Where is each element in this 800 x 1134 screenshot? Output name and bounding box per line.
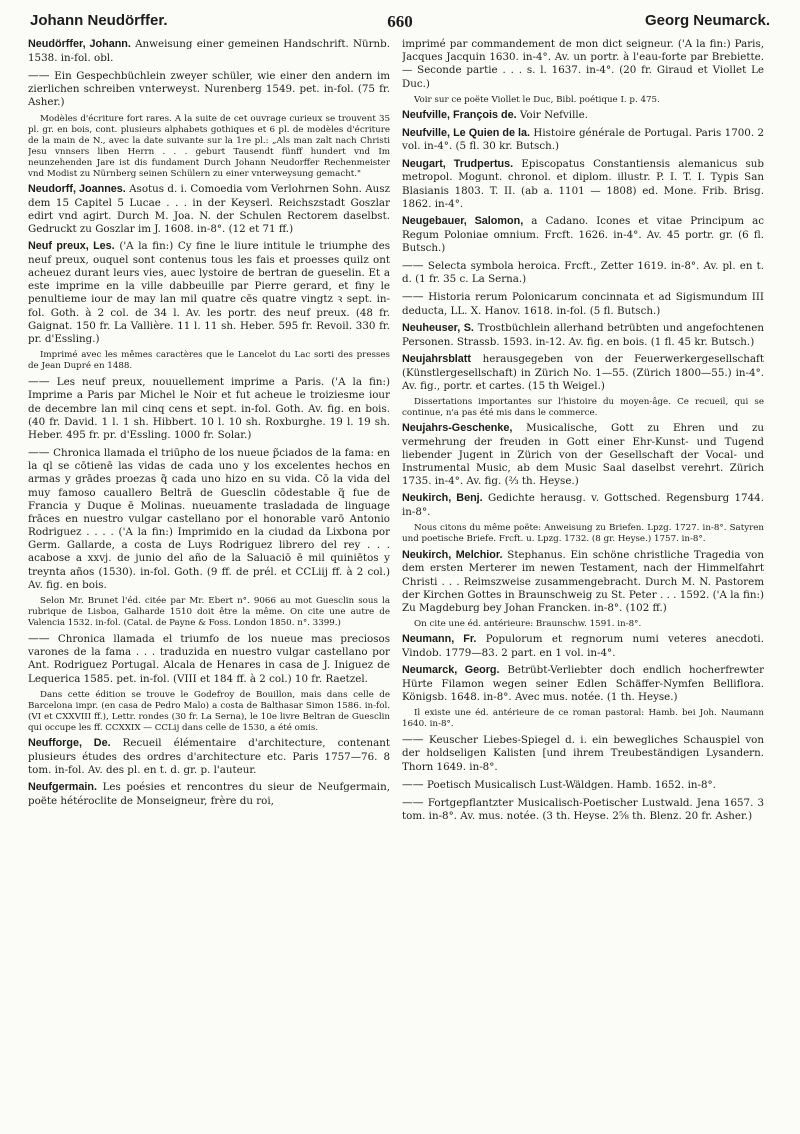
catalog-entry (402, 215, 764, 255)
entry-note: Voir sur ce poëte Viollet le Duc, Bibl. poétique I. p. 475. (414, 94, 660, 105)
entry-text: Musicalische, Gott zu Ehren und zu vermehrung der freuden in Gott einer Ehr-Kunst- und Tugend liebender Jugent in Zürich von der Gesellschaft der Vocal- und Instrumental Music, ab dem Music Saal daselbst verehrt. Zürich 1735. in-4°. Av. fig. (⅔ th. Heyse.) (402, 421, 764, 488)
entry-headword: Neugart, Trudpertus. (402, 157, 514, 170)
entry-note: Selon Mr. Brunet l'éd. citée par Mr. Ebert n°. 9066 au mot Guesclin sous la rubrique de Lisboa, Galharde 1510 doit être la même. On cite une autre de Valencia 1532. in-fol. (Catal. de Payne & Foss. London 1850. n°. 3399.) (28, 595, 390, 629)
entry-text: Anweisung einer gemeinen Handschrift. Nürnb. 1538. in-fol. obl. (28, 38, 390, 64)
entry-text: Asotus d. i. Comoedia vom Verlohrnen Sohn. Ausz dem 15 Capitel 5 Lucae . . . in der Keyserl. Reichszstadt Goszlar edirt vnd agirt. Durch M. Joa. N. der Schulen Rectorem daselbst. Gedruckt zu Goszlar im J. 1608. in-8°. (12 et 71 ff.) (28, 182, 390, 235)
entry-headword: Neujahrsblatt (402, 352, 471, 365)
catalog-entry (28, 183, 390, 236)
entry-text: Selecta symbola heroica. Frcft., Zetter 1619. in-8°. Av. pl. en t. d. (1 fr. 35 c. La Serna.) (402, 260, 764, 286)
entry-headword: —— (402, 290, 429, 304)
running-head-right: Georg Neumarck. (644, 12, 770, 29)
entry-text: herausgegeben von der Feuerwerkergesellschaft (Künstlergesellschaft) in Zürich No. 1—55. (Zürich 1800—55.) in-4°. Av. fig., portr. et cartes. (15 th Weigel.) (402, 352, 764, 392)
catalog-entry (402, 733, 764, 774)
entry-text: Les neuf preux, nouuellement imprime a Paris. ('A la fin:) Imprime a Paris par Michel le Noir et fut acheue le troiziesme iour de decembre lan mil cinq cens et sept. in-fol. Goth. Av. fig. en bois. (40 fr. David. 1 l. 1 sh. Hibbert. 10 l. 10 sh. Roxburghe. 19 l. 19 sh. Heber. 495 fr. pr. d'Essling. 1000 fr. Solar.) (28, 376, 390, 441)
entry-text: Poetisch Musicalisch Lust-Wäldgen. Hamb. 1652. in-8°. (427, 778, 716, 791)
entry-headword: —— (28, 632, 58, 646)
entry-headword: Neufville, François de. (402, 108, 517, 121)
entry-text: Stephanus. Ein schöne christliche Tragedia von dem ersten Merterer im newen Testament, nach der Himmelfahrt Christi . . . Reimszweise zusammengebracht. Durch M. N. Pastorem der Kirchen Gottes in Braunschweig zu St. Peter . . . 1592. ('A la fin:) Zu Magdeburg bey Johan Francken. in-8°. (102 ff.) (402, 548, 764, 614)
entry-headword: Neugebauer, Salomon, (402, 214, 524, 227)
entry-note: Dans cette édition se trouve le Godefroy de Bouillon, mais dans celle de Barcelona impr. (en casa de Pedro Malo) a costa de Balthasar Simon 1586. in-fol. (VI et CXXVIII ff.), Lettr. rondes (30 fr. La Serna), le 10e livre Beltran de Guesclin qui occupe les ff. CCXXIX — CCLij dans celle de 1530, a été omis. (28, 689, 390, 733)
entry-headword: Neufgermain. (28, 781, 97, 794)
entry-text: Ein Gespechbüchlein zweyer schüler, wie einer den andern im zierlichen schreiben vnterweyst. Nurenberg 1549. pet. in-fol. (75 fr. Asher.) (28, 69, 390, 109)
catalog-entry (28, 240, 390, 346)
entry-headword: Neukirch, Benj. (402, 492, 483, 505)
entry-note: Imprimé avec les mêmes caractères que le Lancelot du Lac sorti des presses de Jean Dupré en 1488. (28, 350, 390, 372)
entry-headword: —— (28, 375, 57, 389)
entry-headword: Neufville, Le Quien de la. (402, 126, 531, 139)
entry-text: Trostbüchlein allerhand betrübten und angefochtenen Personen. Strassb. 1593. in-12. Av. fig. en bois. (1 fl. 45 kr. Butsch.) (402, 321, 764, 348)
entry-text: Episcopatus Constantiensis alemanicus sub metropol. Mogunt. chronol. et diplom. illustr. P. I. T. I. Typis San Blasianis 1803. T. II. (ab a. 1101 — 1808) ed. Mone. Frib. Brisg. 1862. in-4°. (402, 157, 764, 210)
entry-text: Chronica llamada el triūpho de los nueue p̃ciados de la fama: en la ql se cōtienē las vidas de cada uno y los excelentes hechos en armas y grādes proezas q̃ cada uno hizo en su vida. Cō la vida del muy famoso cauallero Beltrā de Guesclin cōdestable q̃ fue de Francia y Duque ē Molinas. nueuamente trasladada de linguage frāces en nuestro vulgar castellano por el honorable varō Antonio Rodriguez . . . . ('A la fin:) Imprimido en la ciudad da Lixbona por Germ. Gallarde, a costa de Luys Rodriguez librero del rey . . . acabose a xxvj. de junio del año de la Saluaciō ē mil quiniētos y treynta años (1530). in-fol. Goth. (9 ff. de prél. et CCLiij ff. à 2 col.) Av. fig. en bois. (28, 447, 390, 591)
entry-headword: Neukirch, Melchior. (402, 548, 503, 561)
entry-headword: Neudorff, Joannes. (28, 182, 126, 195)
entry-headword: Neufforge, De. (28, 736, 111, 749)
catalog-entry (402, 778, 764, 792)
entry-headword: Neudörffer, Johann. (28, 38, 131, 50)
entry-headword: Neujahrs-Geschenke, (402, 421, 513, 434)
entry-headword: —— (28, 68, 55, 82)
entry-headword: —— (402, 733, 430, 747)
entry-text: Historia rerum Polonicarum concinnata et ad Sigismundum III deducta, LL. X. Hanov. 1618. in-fol. (5 fl. Butsch.) (402, 291, 764, 317)
entry-note: Il existe une éd. antérieure de ce roman pastoral: Hamb. bei Joh. Naumann 1640. in-8°. (402, 708, 764, 730)
entry-headword: —— (402, 777, 428, 791)
entry-text: Fortgepflantzter Musicalisch-Poetischer Lustwald. Jena 1657. 3 tom. in-8°. Av. mus. notée. (3 th. Heyse. 2⅝ th. Blenz. 20 fr. Asher.) (402, 796, 764, 823)
catalog-entry (28, 69, 390, 110)
catalog-entry (402, 158, 764, 211)
entry-headword: —— (28, 446, 54, 460)
catalog-entry (402, 38, 764, 91)
entry-note: Modèles d'écriture fort rares. A la suite de cet ouvrage curieux se trouvent 35 pl. gr. en bois, cont. plusieurs alphabets gothiques et 6 pl. de modèles d'écriture de la main de N., avec la date suivante sur la 1re pl.: „Als man zalt nach Christi Jesu vnnsers liben Herrn . . . geburt Tausendt fünff hundert vnd Im neunzehenden Jare ist dis fundament Durch Johann Neudorffer Rechenmeister vnd Modist zu Nürnberg seinen Schülern zu einer vnterweysung gemacht." (28, 113, 390, 179)
running-head-left: Johann Neudörffer. (30, 12, 168, 29)
entry-headword: Neumann, Fr. (402, 633, 477, 646)
catalog-entry (28, 632, 390, 686)
entry-text: Les poésies et rencontres du sieur de Neufgermain, poëte hétéroclite de Monseigneur, frère du roi, (28, 781, 390, 807)
entry-headword: —— (402, 795, 428, 809)
catalog-entry (28, 737, 390, 777)
entry-text: Histoire générale de Portugal. Paris 1700. 2 vol. in-4°. (5 fl. 30 kr. Butsch.) (402, 126, 764, 153)
entry-text: Keuscher Liebes-Spiegel d. i. ein bewegliches Schauspiel von der holdseligen Kalisten [und ihrem Treubeständigen Lysandern. Thorn 1649. in-8°. (402, 734, 764, 773)
entry-text: ('A la fin:) Cy fine le liure intitule le triumphe des neuf preux, ouquel sont contenus tous les fais et proesses quilz ont acheuez durant leurs vies, auec lystoire de bertran de gueselin. Et a este imprime en la ville dabbeuille par Pierre gerard, et finy le penultieme iour de may lan mil quatre cēs quatre vingtz ꝛ sept. in-fol. Goth. à 2 col. de 34 l. Av. les portr. des neuf preux. (48 fr. Gaignat. 150 fr. La Vallière. 11 l. 11 sh. Heber. 595 fr. Revoil. 330 fr. pr. d'Essling.) (28, 240, 390, 345)
entry-note: On cite une éd. antérieure: Braunschw. 1591. in-8°. (414, 619, 642, 630)
entry-headword: Neumarck, Georg. (402, 664, 500, 677)
catalog-entry (402, 549, 764, 616)
right-column (402, 38, 764, 1130)
catalog-entry (402, 109, 764, 123)
entry-text: Voir Nefville. (519, 108, 589, 121)
catalog-entry (28, 375, 390, 442)
entry-note: Dissertations importantes sur l'histoire du moyen-âge. Ce recueil, qui se continue, n'a pas été mis dans le commerce. (402, 396, 764, 418)
entry-headword: —— (402, 259, 428, 273)
entry-headword: Neuf preux, Les. (28, 240, 115, 253)
entry-headword: Neuheuser, S. (402, 321, 474, 334)
catalog-entry (402, 492, 764, 519)
entry-text: Gedichte herausg. v. Gottsched. Regensburg 1744. in-8°. (402, 492, 764, 519)
entry-note: Nous citons du même poëte: Anweisung zu Briefen. Lpzg. 1727. in-8°. Satyren und poetische Briefe. Frcft. u. Lpzg. 1732. (8 gr. Heyse.) 1757. in-8°. (402, 523, 764, 545)
catalog-entry (28, 446, 390, 592)
running-head (30, 6, 770, 34)
catalog-entry (402, 353, 764, 393)
entry-text: Betrübt-Verliebter doch endlich hocherfrewter Hürte Filamon wegen seiner Edlen Schäffer-Nymfen Belliflora. Königsb. 1648. in-8°. Avec mus. notée. (1 th. Heyse.) (402, 664, 764, 704)
left-column (28, 38, 390, 1130)
catalog-entry (28, 781, 390, 808)
catalog-entry (402, 633, 764, 660)
catalog-entry (402, 259, 764, 286)
page-number: 660 (387, 12, 413, 31)
catalog-entry (28, 38, 390, 65)
catalog-entry (402, 290, 764, 317)
catalog-entry (402, 796, 764, 823)
entry-text: Recueil élémentaire d'architecture, contenant plusieurs études des ordres d'architecture etc. Paris 1757—76. 8 tom. in-fol. Av. des pl. en t. d. gr. p. l'auteur. (28, 736, 390, 776)
entry-text: Populorum et regnorum numi veteres anecdoti. Vindob. 1779—83. 2 part. en 1 vol. in-4°. (402, 633, 764, 659)
catalog-entry (402, 127, 764, 154)
catalog-entry (402, 422, 764, 489)
catalog-entry (402, 322, 764, 349)
entry-text: a Cadano. Icones et vitae Principum ac Regum Poloniae omnium. Frcft. 1626. in-4°. Av. 45 portr. gr. (6 fl. Butsch.) (402, 214, 764, 254)
entry-text: Chronica llamada el triumfo de los nueue mas preciosos varones de la fama . . . traduzida en nuestro vulgar castellano por Ant. Rodriguez Portugal. Alcala de Henares in casa de J. Iniguez de Lequerica 1585. pet. in-fol. (VIII et 184 ff. à 2 col.) 10 fr. Raetzel. (28, 633, 390, 685)
catalog-entry (402, 664, 764, 704)
entry-text: imprimé par commandement de mon dict seigneur. ('A la fin:) Paris, Jacques Jacquin 1630. in-4°. Av. un portr. à l'eau-forte par Brebiette. — Seconde partie . . . s. l. 1637. in-4°. (20 fr. Giraud et Viollet Le Duc.) (402, 38, 764, 90)
